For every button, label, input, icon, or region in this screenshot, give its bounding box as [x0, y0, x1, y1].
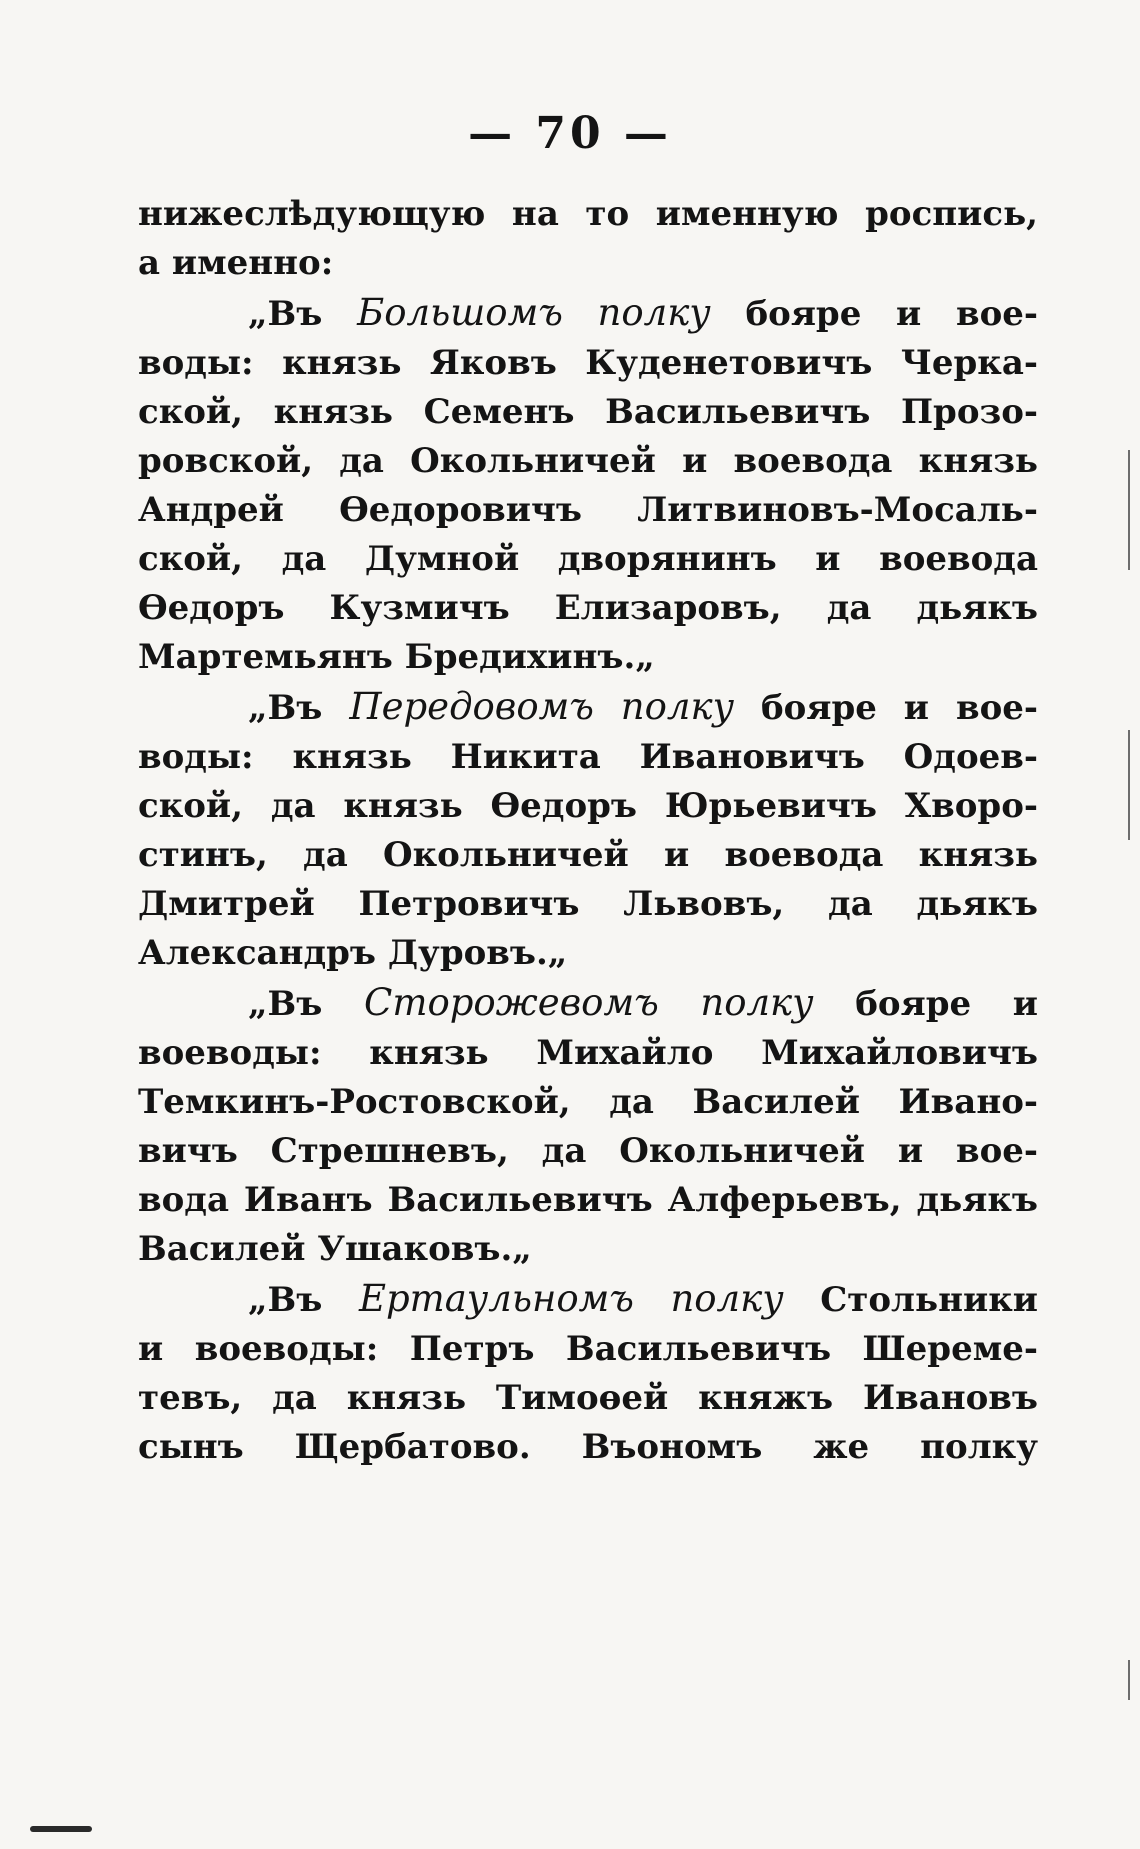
line-text: Стольники [783, 1280, 1038, 1320]
text-line [138, 682, 1038, 733]
line-text: воеводы: князь Михайло Михайловичъ [138, 1033, 1038, 1073]
text-line [138, 1029, 1038, 1078]
text-line [138, 929, 1038, 978]
line-text: Александръ Дуровъ.„ [138, 933, 568, 973]
text-line [138, 239, 1038, 288]
text-line [138, 1176, 1038, 1225]
text-line [138, 782, 1038, 831]
margin-mark [30, 1826, 92, 1832]
edge-rule-top [1128, 450, 1130, 570]
text-line [138, 437, 1038, 486]
edge-rule-middle [1128, 730, 1130, 840]
edge-rule-bottom [1128, 1660, 1130, 1700]
line-text: вода Иванъ Васильевичъ Алферьевъ, дьякъ [138, 1180, 1038, 1220]
text-line [138, 733, 1038, 782]
text-line [138, 388, 1038, 437]
body-text [138, 190, 1038, 1472]
line-text: „Въ [248, 294, 358, 334]
line-text: Мартемьянъ Бредихинъ.„ [138, 637, 655, 677]
italic-heading-text: Ертаульномъ полку [358, 1277, 784, 1320]
text-line [138, 486, 1038, 535]
line-text: Темкинъ-Ростовской, да Василей Ивано- [138, 1082, 1038, 1122]
text-line [138, 584, 1038, 633]
line-text: сынъ Щербатово. Въономъ же полку [138, 1427, 1038, 1467]
line-text: „Въ [248, 688, 350, 728]
line-text: воды: князь Никита Ивановичъ Одоев- [138, 737, 1038, 777]
line-text: стинъ, да Окольничей и воевода князь [138, 835, 1038, 875]
line-text: ской, да князь Өедоръ Юрьевичъ Хворо- [138, 786, 1038, 826]
page-number: — 70 — [468, 108, 672, 159]
text-line [138, 1078, 1038, 1127]
line-text: „Въ [248, 984, 365, 1024]
text-line [138, 339, 1038, 388]
text-line [138, 831, 1038, 880]
line-text: бояре и вое- [710, 294, 1038, 334]
line-text: бояре и вое- [734, 688, 1039, 728]
text-line [138, 633, 1038, 682]
text-line [138, 1127, 1038, 1176]
line-text: тевъ, да князь Тимоөей княжъ Ивановъ [138, 1378, 1038, 1418]
line-text: воды: князь Яковъ Куденетовичъ Черка- [138, 343, 1038, 383]
text-line [138, 288, 1038, 339]
text-line [138, 190, 1038, 239]
text-line [138, 1423, 1038, 1472]
text-line [138, 1374, 1038, 1423]
line-text: „Въ [248, 1280, 359, 1320]
text-line [138, 1225, 1038, 1274]
italic-heading-text: Сторожевомъ полку [364, 981, 814, 1024]
line-text: Андрей Өедоровичъ Литвиновъ-Мосаль- [138, 490, 1038, 530]
text-line [138, 880, 1038, 929]
line-text: ской, князь Семенъ Васильевичъ Прозо- [138, 392, 1038, 432]
line-text: а именно: [138, 243, 334, 283]
italic-heading-text: Передовомъ полку [349, 685, 735, 728]
text-line [138, 978, 1038, 1029]
line-text: бояре и [813, 984, 1039, 1024]
line-text: Василей Ушаковъ.„ [138, 1229, 532, 1269]
line-text: нижеслѣдующую на то именную роспись, [138, 194, 1038, 234]
line-text: Өедоръ Кузмичъ Елизаровъ, да дьякъ [138, 588, 1038, 628]
text-line [138, 535, 1038, 584]
line-text: и воеводы: Петръ Васильевичъ Шереме- [138, 1329, 1038, 1369]
italic-heading-text: Большомъ полку [357, 291, 711, 334]
text-line [138, 1325, 1038, 1374]
text-line [138, 1274, 1038, 1325]
line-text: Дмитрей Петровичъ Львовъ, да дьякъ [138, 884, 1038, 924]
line-text: вичъ Стрешневъ, да Окольничей и вое- [138, 1131, 1038, 1171]
line-text: ской, да Думной дворянинъ и воевода [138, 539, 1038, 579]
line-text: ровской, да Окольничей и воевода князь [138, 441, 1038, 481]
